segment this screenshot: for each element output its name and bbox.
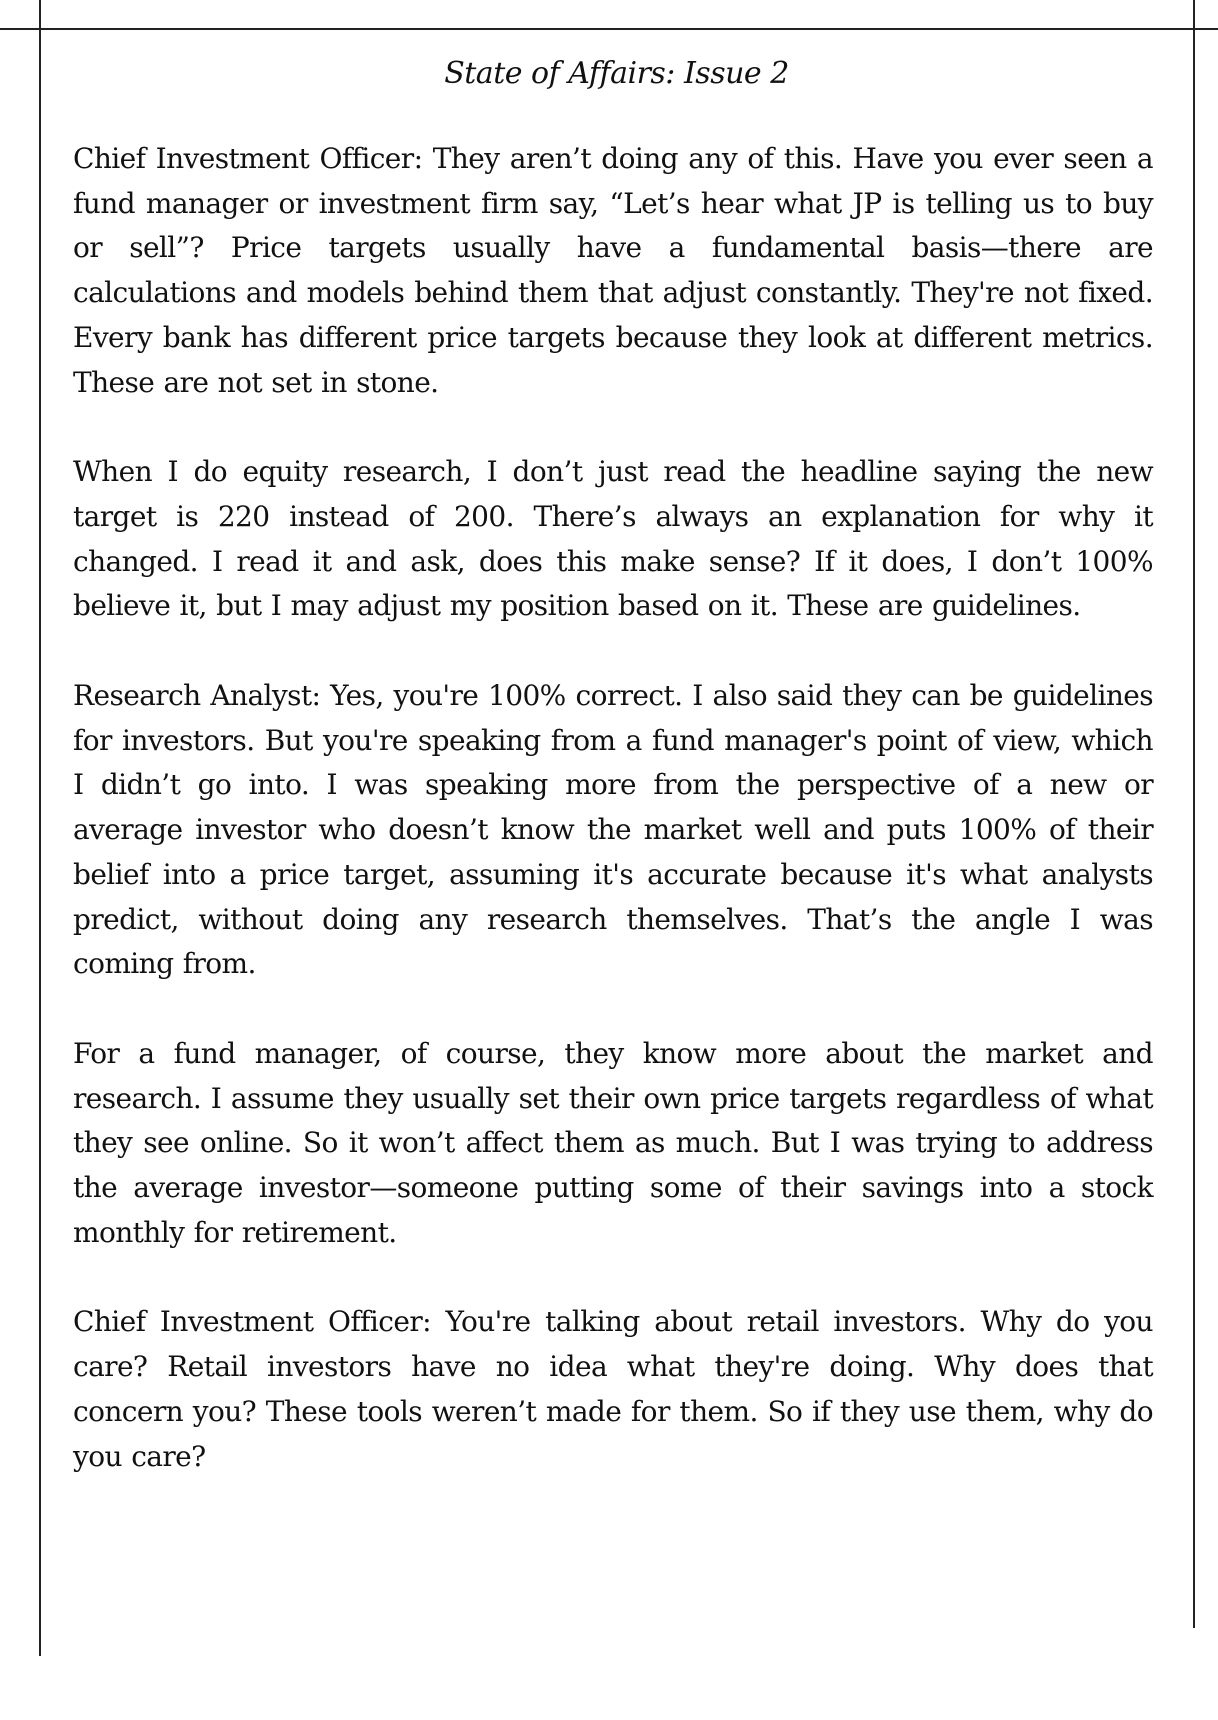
page-title: State of Affairs: Issue 2 [444,56,789,91]
paragraph-cio-2: When I do equity research, I don’t just read the headline saying the new target is 220 instead of 200. There’s always an explanation for why it changed. I read it and ask, does this make sense? If it does, I don’t 100% believe it, but I may adjust my position based on it. These are guidelines. [73,455,1153,623]
top-border-line [0,28,1218,30]
paragraph-cio-3: Chief Investment Officer: You're talking about retail investors. Why do you care? Retail investors have no idea what they're doing. Why does that concern you? These tools weren’t made for them. So if they use them, why do you care? [73,1305,1153,1473]
right-border-line [1193,0,1195,1628]
left-border-line [39,0,41,1656]
paragraph-analyst-1: Research Analyst: Yes, you're 100% correct. I also said they can be guidelines for investors. But you're speaking from a fund manager's point of view, which I didn’t go into. I was speaking more from the perspective of a new or average investor who doesn’t know the market well and puts 100% of their belief into a price target, assuming it's accurate because it's what analysts predict, without doing any research themselves. That’s the angle I was coming from. [73,679,1153,981]
paragraph-analyst-2: For a fund manager, of course, they know more about the market and research. I assume they usually set their own price targets regardless of what they see online. So it won’t affect them as much. But I was trying to address the average investor—someone putting some of their savings into a stock monthly for retirement. [73,1036,1153,1249]
article-body [73,137,1153,1524]
paragraph-cio-1: Chief Investment Officer: They aren’t doing any of this. Have you ever seen a fund manager or investment firm say, “Let’s hear what JP is telling us to buy or sell”? Price targets usually have a fundamental basis—there are calculations and models behind them that adjust constantly. They're not fixed. Every bank has different price targets because they look at different metrics. These are not set in stone. [73,142,1153,399]
